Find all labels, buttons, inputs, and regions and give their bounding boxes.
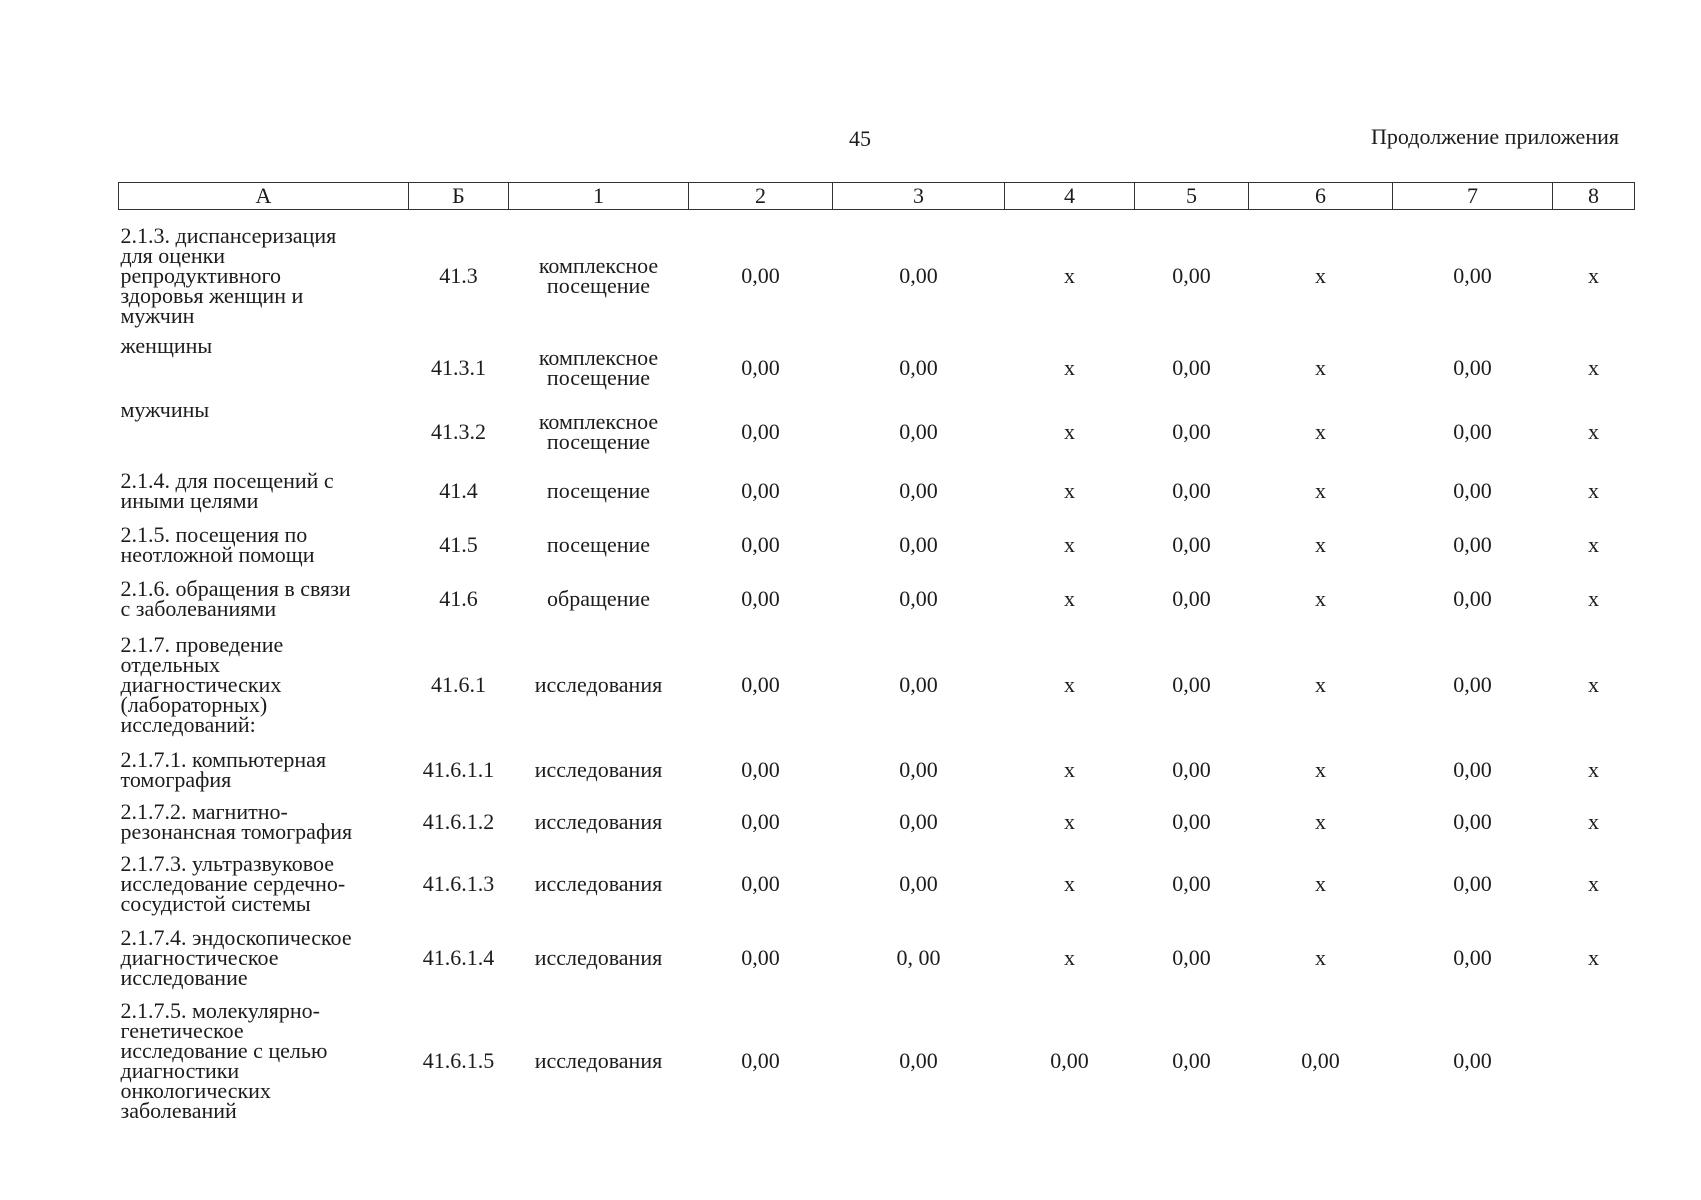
column-header: 3	[833, 183, 1005, 210]
cell-3: 0,00	[899, 355, 938, 380]
cell-6: х	[1315, 478, 1326, 503]
cell-8: х	[1588, 532, 1599, 557]
continuation-label: Продолжение приложения	[1371, 124, 1619, 149]
column-header: 6	[1249, 183, 1393, 210]
row-code: 41.5	[439, 532, 478, 557]
table-row	[119, 626, 1635, 744]
cell-5: 0,00	[1172, 945, 1211, 970]
cell-8: х	[1588, 419, 1599, 444]
table-row	[119, 336, 1635, 400]
cell-6: х	[1315, 419, 1326, 444]
cell-6: 0,00	[1301, 1048, 1340, 1073]
row-unit: комплексное посещение	[538, 253, 659, 298]
table-row	[119, 744, 1635, 796]
cell-3: 0,00	[899, 757, 938, 782]
row-unit: исследования	[534, 871, 663, 896]
row-unit: исследования	[534, 757, 663, 782]
cell-7: 0,00	[1453, 355, 1492, 380]
column-header: 7	[1393, 183, 1553, 210]
column-header: Б	[409, 183, 509, 210]
cell-7: 0,00	[1453, 945, 1492, 970]
cell-8: х	[1588, 672, 1599, 697]
page-number: 45	[849, 126, 871, 151]
cell-8: х	[1588, 263, 1599, 288]
column-header: 2	[689, 183, 833, 210]
cell-4: х	[1064, 945, 1075, 970]
row-name: 2.1.7.3. ультразвуковое исследование сердечно- сосудистой системы	[120, 851, 346, 916]
data-table	[118, 182, 1635, 1126]
cell-3: 0,00	[899, 809, 938, 834]
cell-2: 0,00	[741, 355, 780, 380]
row-code: 41.6	[439, 586, 478, 611]
cell-7: 0,00	[1453, 1048, 1492, 1073]
column-header: 4	[1005, 183, 1135, 210]
cell-6: х	[1315, 672, 1326, 697]
cell-2: 0,00	[741, 757, 780, 782]
row-name: 2.1.7.1. компьютерная томография	[120, 747, 327, 792]
cell-2: 0,00	[741, 478, 780, 503]
cell-8: х	[1588, 945, 1599, 970]
column-header: 8	[1553, 183, 1635, 210]
cell-4: х	[1064, 586, 1075, 611]
column-header: А	[119, 183, 409, 210]
table-row	[119, 996, 1635, 1126]
row-code: 41.3.2	[431, 419, 486, 444]
cell-7: 0,00	[1453, 757, 1492, 782]
cell-5: 0,00	[1172, 263, 1211, 288]
row-code: 41.3	[439, 263, 478, 288]
cell-6: х	[1315, 871, 1326, 896]
cell-4: 0,00	[1050, 1048, 1089, 1073]
cell-5: 0,00	[1172, 355, 1211, 380]
row-unit: посещение	[546, 532, 651, 557]
row-name: женщины	[120, 333, 213, 358]
cell-4: х	[1064, 355, 1075, 380]
row-unit: исследования	[534, 809, 663, 834]
cell-3: 0,00	[899, 586, 938, 611]
cell-3: 0,00	[899, 672, 938, 697]
cell-6: х	[1315, 757, 1326, 782]
cell-2: 0,00	[741, 532, 780, 557]
row-name: 2.1.3. диспансеризация для оценки репродуктивного здоровья женщин и мужчин	[120, 223, 337, 328]
cell-5: 0,00	[1172, 419, 1211, 444]
table-row	[119, 518, 1635, 572]
table-row	[119, 210, 1635, 337]
cell-7: 0,00	[1453, 419, 1492, 444]
cell-6: х	[1315, 532, 1326, 557]
cell-5: 0,00	[1172, 871, 1211, 896]
cell-4: х	[1064, 419, 1075, 444]
row-name: 2.1.7.5. молекулярно- генетическое исследование с целью диагностики онкологических заболеваний	[120, 998, 328, 1123]
row-name: 2.1.5. посещения по неотложной помощи	[120, 522, 315, 567]
cell-2: 0,00	[741, 586, 780, 611]
row-code: 41.6.1.3	[422, 871, 495, 896]
table-row	[119, 920, 1635, 996]
column-header: 5	[1135, 183, 1249, 210]
row-code: 41.6.1.2	[422, 809, 495, 834]
cell-4: х	[1064, 478, 1075, 503]
row-code: 41.6.1	[431, 672, 486, 697]
cell-7: 0,00	[1453, 672, 1492, 697]
header-row	[119, 183, 1635, 210]
cell-5: 0,00	[1172, 757, 1211, 782]
row-name: 2.1.4. для посещений с иными целями	[120, 468, 334, 513]
row-unit: исследования	[534, 945, 663, 970]
cell-7: 0,00	[1453, 478, 1492, 503]
cell-3: 0,00	[899, 263, 938, 288]
cell-2: 0,00	[741, 871, 780, 896]
cell-5: 0,00	[1172, 809, 1211, 834]
row-name: мужчины	[120, 397, 210, 422]
cell-6: х	[1315, 586, 1326, 611]
row-code: 41.4	[439, 478, 478, 503]
table-row	[119, 572, 1635, 626]
row-code: 41.6.1.1	[422, 757, 495, 782]
cell-3: 0,00	[899, 1048, 938, 1073]
cell-2: 0,00	[741, 419, 780, 444]
cell-6: х	[1315, 945, 1326, 970]
row-code: 41.3.1	[431, 355, 486, 380]
cell-8: х	[1588, 871, 1599, 896]
cell-3: 0,00	[899, 871, 938, 896]
cell-6: х	[1315, 355, 1326, 380]
cell-7: 0,00	[1453, 809, 1492, 834]
cell-5: 0,00	[1172, 532, 1211, 557]
row-name: 2.1.6. обращения в связи с заболеваниями	[120, 576, 351, 621]
row-unit: обращение	[547, 586, 650, 611]
table-row	[119, 464, 1635, 518]
row-code: 41.6.1.5	[422, 1048, 495, 1073]
cell-3: 0,00	[899, 532, 938, 557]
column-header: 1	[509, 183, 689, 210]
row-unit: исследования	[534, 672, 663, 697]
row-name: 2.1.7.2. магнитно- резонансная томография	[120, 799, 353, 844]
cell-2: 0,00	[741, 672, 780, 697]
cell-5: 0,00	[1172, 586, 1211, 611]
cell-8: х	[1588, 478, 1599, 503]
cell-8: х	[1588, 586, 1599, 611]
cell-7: 0,00	[1453, 586, 1492, 611]
cell-8	[1553, 996, 1635, 1126]
cell-8: х	[1588, 809, 1599, 834]
cell-2: 0,00	[741, 1048, 780, 1073]
row-unit: комплексное посещение	[538, 345, 659, 390]
cell-7: 0,00	[1453, 263, 1492, 288]
cell-2: 0,00	[741, 263, 780, 288]
table-row	[119, 796, 1635, 848]
cell-4: х	[1064, 809, 1075, 834]
cell-6: х	[1315, 263, 1326, 288]
row-unit: посещение	[546, 478, 651, 503]
cell-2: 0,00	[741, 945, 780, 970]
cell-7: 0,00	[1453, 871, 1492, 896]
table-row	[119, 848, 1635, 920]
cell-4: х	[1064, 263, 1075, 288]
cell-8: х	[1588, 757, 1599, 782]
cell-5: 0,00	[1172, 672, 1211, 697]
cell-2: 0,00	[741, 809, 780, 834]
row-code: 41.6.1.4	[422, 945, 495, 970]
row-unit: исследования	[534, 1048, 663, 1073]
cell-3: 0,00	[899, 419, 938, 444]
cell-5: 0,00	[1172, 1048, 1211, 1073]
cell-6: х	[1315, 809, 1326, 834]
cell-4: х	[1064, 672, 1075, 697]
cell-3: 0, 00	[896, 945, 941, 970]
row-unit: комплексное посещение	[538, 409, 659, 454]
cell-4: х	[1064, 871, 1075, 896]
row-name: 2.1.7.4. эндоскопическое диагностическое исследование	[120, 925, 352, 990]
cell-4: х	[1064, 532, 1075, 557]
cell-3: 0,00	[899, 478, 938, 503]
cell-7: 0,00	[1453, 532, 1492, 557]
row-name: 2.1.7. проведение отдельных диагностических (лабораторных) исследований:	[120, 632, 284, 737]
cell-4: х	[1064, 757, 1075, 782]
table-row	[119, 400, 1635, 464]
cell-5: 0,00	[1172, 478, 1211, 503]
cell-8: х	[1588, 355, 1599, 380]
